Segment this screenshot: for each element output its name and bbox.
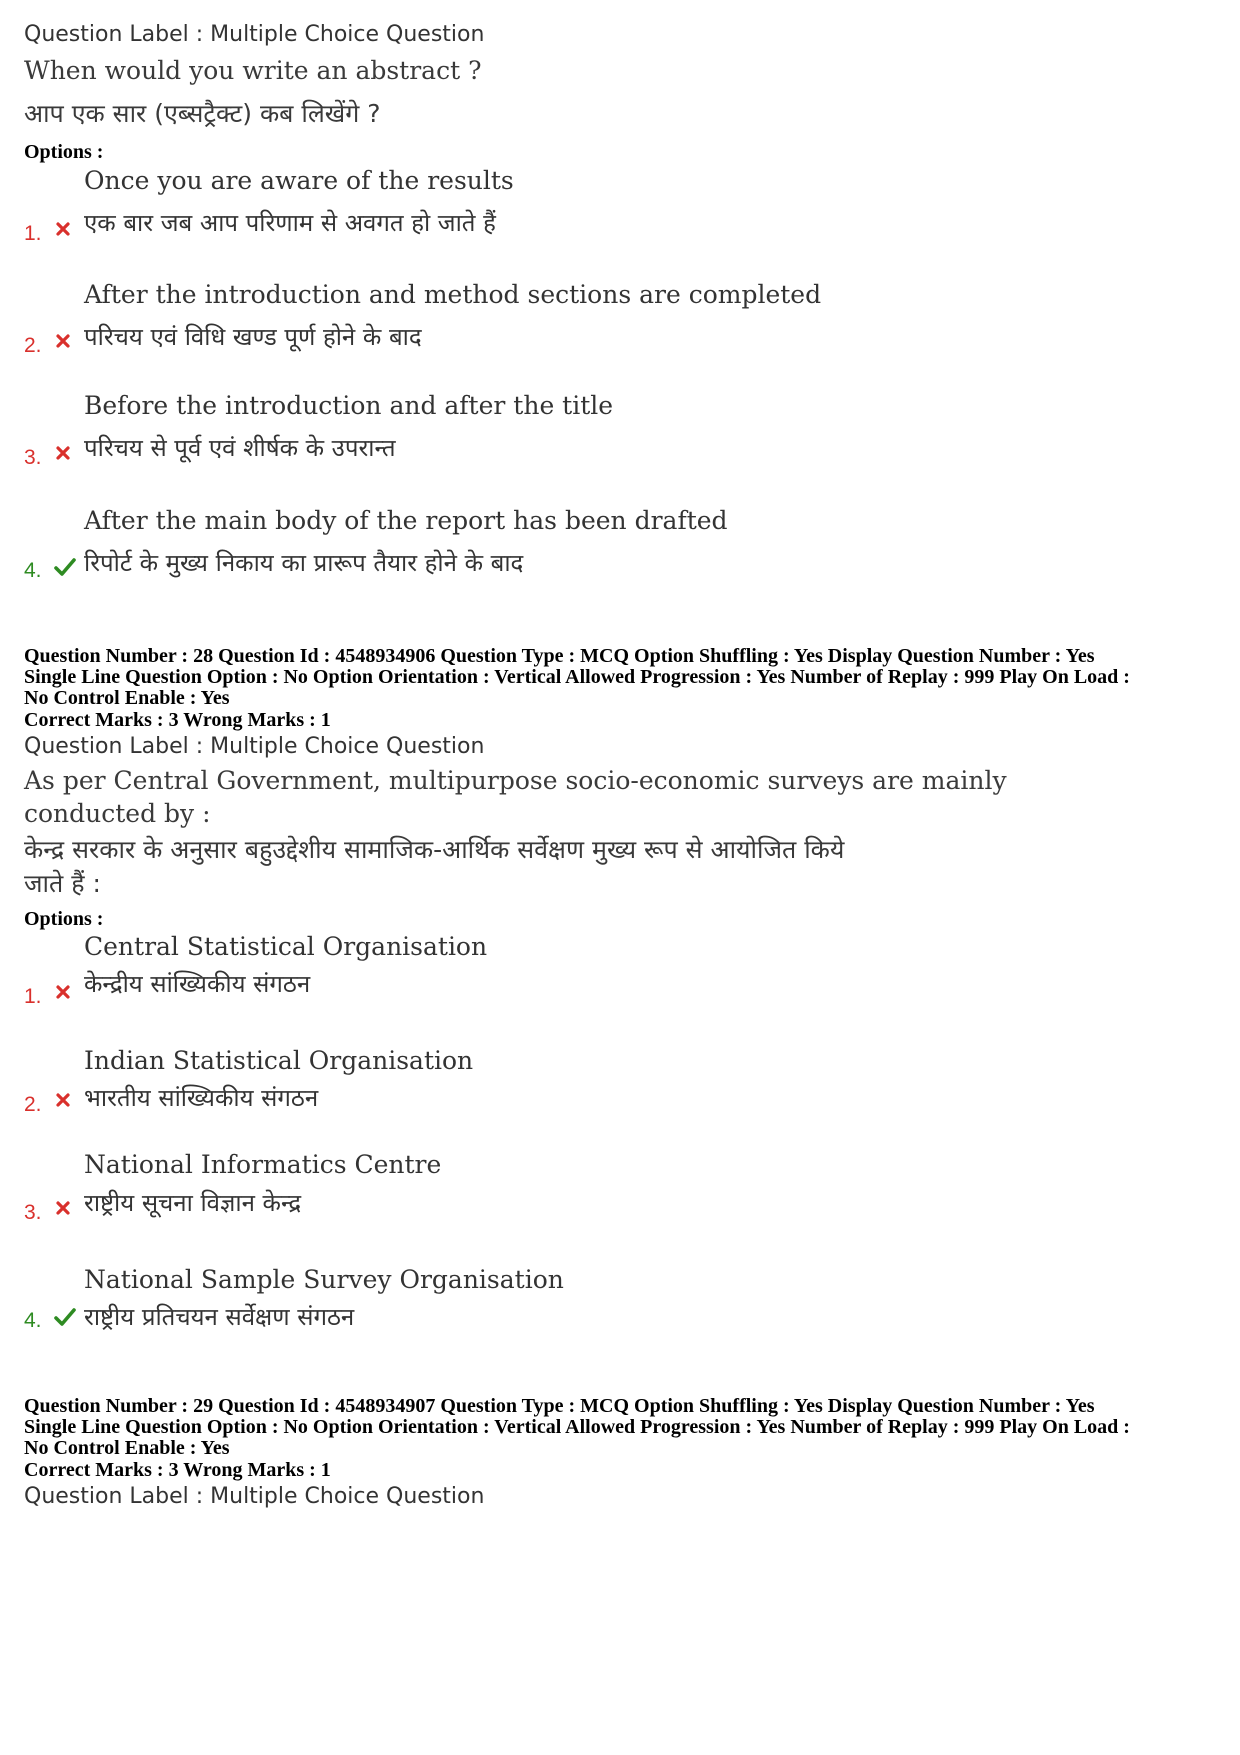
option-text-english: After the introduction and method sections are completed [84, 280, 822, 309]
metadata-line: Question Number : 29 Question Id : 4548934907 Question Type : MCQ Option Shuffling : Yes Display Question Number : Yes [24, 1395, 1095, 1417]
option-text-hindi: परिचय से पूर्व एवं शीर्षक के उपरान्त [84, 434, 396, 462]
options-heading: Options : [24, 141, 104, 163]
marks-info: Correct Marks : 3 Wrong Marks : 1 [24, 1459, 331, 1481]
cross-icon [54, 332, 72, 350]
cross-icon [54, 1091, 72, 1109]
question-label: Question Label : Multiple Choice Question [24, 1484, 485, 1509]
question-text-english-cont: conducted by : [24, 799, 211, 828]
cross-icon [54, 220, 72, 238]
option-text-hindi: राष्ट्रीय प्रतिचयन सर्वेक्षण संगठन [84, 1303, 355, 1331]
check-icon [54, 1307, 76, 1327]
option-text-english: Indian Statistical Organisation [84, 1046, 474, 1075]
metadata-line: No Control Enable : Yes [24, 1437, 230, 1459]
option-number: 4. [24, 559, 42, 582]
option-number: 2. [24, 334, 42, 357]
option-number: 1. [24, 222, 42, 245]
option-number: 2. [24, 1093, 42, 1116]
question-text-hindi-cont: जाते हैं : [24, 869, 101, 898]
option-text-english: National Informatics Centre [84, 1150, 442, 1179]
question-text-english: When would you write an abstract ? [24, 56, 482, 85]
option-text-hindi: रिपोर्ट के मुख्य निकाय का प्रारूप तैयार होने के बाद [84, 549, 524, 577]
option-text-hindi: परिचय एवं विधि खण्ड पूर्ण होने के बाद [84, 323, 422, 351]
question-metadata [24, 1396, 1224, 1459]
metadata-line: Single Line Question Option : No Option Orientation : Vertical Allowed Progression : Yes Number of Replay : 999 Play On Load : [24, 1416, 1130, 1438]
option-text-hindi: केन्द्रीय सांख्यिकीय संगठन [84, 970, 311, 998]
question-text-hindi: केन्द्र सरकार के अनुसार बहुउद्देशीय सामाजिक-आर्थिक सर्वेक्षण मुख्य रूप से आयोजित किये [24, 835, 845, 864]
cross-icon [54, 444, 72, 462]
metadata-line: No Control Enable : Yes [24, 687, 230, 709]
question-metadata [24, 646, 1224, 709]
option-number: 1. [24, 985, 42, 1008]
option-number: 4. [24, 1309, 42, 1332]
option-text-hindi: भारतीय सांख्यिकीय संगठन [84, 1084, 319, 1112]
question-label: Question Label : Multiple Choice Question [24, 22, 485, 47]
cross-icon [54, 983, 72, 1001]
option-number: 3. [24, 1201, 42, 1224]
option-text-english: National Sample Survey Organisation [84, 1265, 564, 1294]
metadata-line: Question Number : 28 Question Id : 4548934906 Question Type : MCQ Option Shuffling : Yes Display Question Number : Yes [24, 645, 1095, 667]
question-text-hindi: आप एक सार (एब्सट्रैक्ट) कब लिखेंगे ? [24, 99, 381, 128]
option-text-english: Once you are aware of the results [84, 166, 514, 195]
option-number: 3. [24, 446, 42, 469]
options-heading: Options : [24, 908, 104, 930]
option-text-english: Before the introduction and after the title [84, 391, 614, 420]
option-text-english: After the main body of the report has been drafted [84, 506, 728, 535]
option-text-hindi: एक बार जब आप परिणाम से अवगत हो जाते हैं [84, 209, 496, 237]
option-text-hindi: राष्ट्रीय सूचना विज्ञान केन्द्र [84, 1189, 302, 1217]
question-label: Question Label : Multiple Choice Question [24, 734, 485, 759]
metadata-line: Single Line Question Option : No Option Orientation : Vertical Allowed Progression : Yes Number of Replay : 999 Play On Load : [24, 666, 1130, 688]
cross-icon [54, 1199, 72, 1217]
check-icon [54, 557, 76, 577]
marks-info: Correct Marks : 3 Wrong Marks : 1 [24, 709, 331, 731]
question-text-english: As per Central Government, multipurpose socio-economic surveys are mainly [24, 766, 1007, 795]
option-text-english: Central Statistical Organisation [84, 932, 488, 961]
